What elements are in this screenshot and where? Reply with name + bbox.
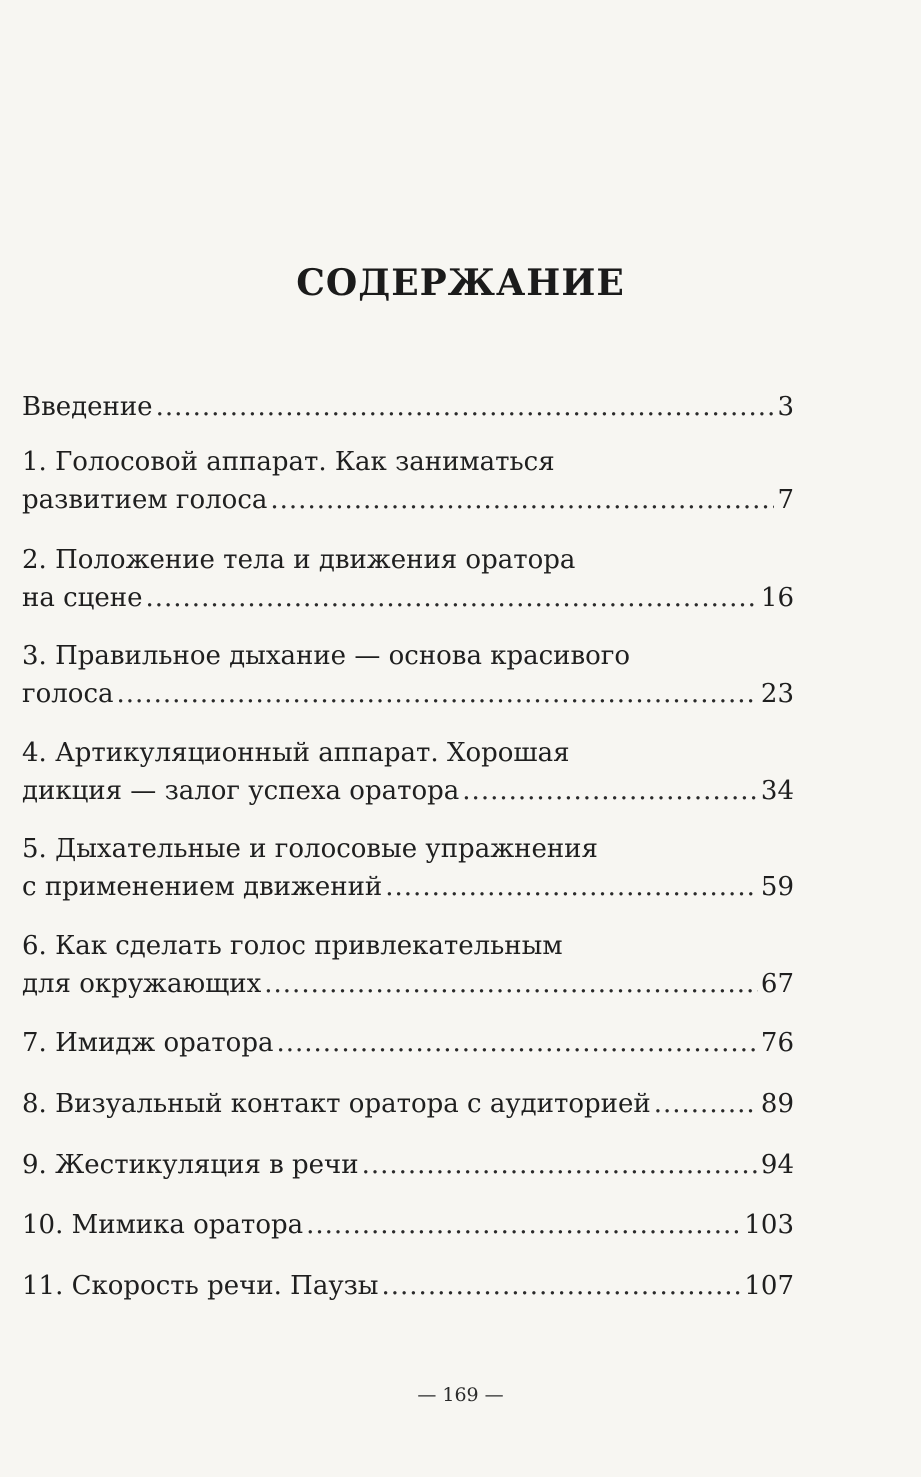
page-number: — 169 — xyxy=(417,1384,504,1406)
toc-entry-title: 11. Скорость речи. Паузы xyxy=(22,1271,379,1301)
toc-entry xyxy=(22,443,794,519)
toc-page-number: 107 xyxy=(744,1271,794,1301)
toc-page-number: 16 xyxy=(760,583,794,613)
dot-leader xyxy=(156,388,775,426)
toc-page-number: 34 xyxy=(760,776,794,806)
toc-entry-line xyxy=(22,637,794,675)
toc-entry-title: 2. Положение тела и движения оратора xyxy=(22,545,576,575)
dot-leader xyxy=(385,868,758,906)
toc-entry xyxy=(22,1024,794,1062)
toc-entry xyxy=(22,734,794,810)
toc-entry-line xyxy=(22,965,794,1003)
toc-entry xyxy=(22,637,794,713)
toc-page-number: 76 xyxy=(760,1028,794,1058)
toc-entry-line xyxy=(22,1024,794,1062)
toc-entry-title: 9. Жестикуляция в речи xyxy=(22,1150,359,1180)
toc-page-number: 94 xyxy=(760,1150,794,1180)
toc-entry xyxy=(22,1267,794,1305)
dot-leader xyxy=(654,1085,758,1123)
toc-page-number: 7 xyxy=(777,485,794,515)
toc-entry xyxy=(22,1085,794,1123)
toc-entry xyxy=(22,388,794,426)
toc-entry-title: 3. Правильное дыхание — основа красивого xyxy=(22,641,631,671)
dot-leader xyxy=(276,1024,757,1062)
toc-entry-title: дикция — залог успеха оратора xyxy=(22,776,460,806)
toc-page-number: 3 xyxy=(777,392,794,422)
page-title: СОДЕРЖАНИЕ xyxy=(296,262,625,304)
toc-entry-title: 10. Мимика оратора xyxy=(22,1210,304,1240)
toc-page-number: 23 xyxy=(760,679,794,709)
toc-page-number: 89 xyxy=(760,1089,794,1119)
toc-entry-line xyxy=(22,830,794,868)
toc-entry-line xyxy=(22,1267,794,1305)
toc-entry xyxy=(22,830,794,906)
toc-entry xyxy=(22,541,794,617)
toc-page-number: 103 xyxy=(744,1210,794,1240)
toc-entry-line xyxy=(22,772,794,810)
toc-page-number: 67 xyxy=(760,969,794,999)
toc-entry-title: с применением движений xyxy=(22,872,383,902)
dot-leader xyxy=(362,1146,758,1184)
toc-entry-line xyxy=(22,1146,794,1184)
toc-entry-title: 4. Артикуляционный аппарат. Хорошая xyxy=(22,738,570,768)
toc-entry-title: развитием голоса xyxy=(22,485,268,515)
toc-entry-line xyxy=(22,388,794,426)
toc-entry xyxy=(22,1146,794,1184)
dot-leader xyxy=(462,772,758,810)
toc-entry xyxy=(22,1206,794,1244)
toc-entry-title: 8. Визуальный контакт оратора с аудиторией xyxy=(22,1089,651,1119)
toc-entry xyxy=(22,927,794,1003)
toc-entry-title: для окружающих xyxy=(22,969,262,999)
toc-entry-title: Введение xyxy=(22,392,153,422)
toc-page-number: 59 xyxy=(760,872,794,902)
dot-leader xyxy=(145,579,757,617)
toc-entry-line xyxy=(22,868,794,906)
toc-entry-title: на сцене xyxy=(22,583,143,613)
toc-entry-title: 1. Голосовой аппарат. Как заниматься xyxy=(22,447,555,477)
toc-entry-title: 5. Дыхательные и голосовые упражнения xyxy=(22,834,598,864)
toc-entry-title: 7. Имидж оратора xyxy=(22,1028,274,1058)
toc-entry-line xyxy=(22,481,794,519)
dot-leader xyxy=(117,675,758,713)
toc-entry-line xyxy=(22,927,794,965)
toc-entry-title: голоса xyxy=(22,679,114,709)
toc-entry-line xyxy=(22,1085,794,1123)
toc-entry-line xyxy=(22,675,794,713)
toc-entry-line xyxy=(22,579,794,617)
toc-entry-line xyxy=(22,541,794,579)
toc-entry-title: 6. Как сделать голос привлекательным xyxy=(22,931,563,961)
dot-leader xyxy=(270,481,774,519)
dot-leader xyxy=(264,965,758,1003)
dot-leader xyxy=(306,1206,741,1244)
dot-leader xyxy=(382,1267,742,1305)
toc-entry-line xyxy=(22,443,794,481)
toc-entry-line xyxy=(22,734,794,772)
toc-entry-line xyxy=(22,1206,794,1244)
